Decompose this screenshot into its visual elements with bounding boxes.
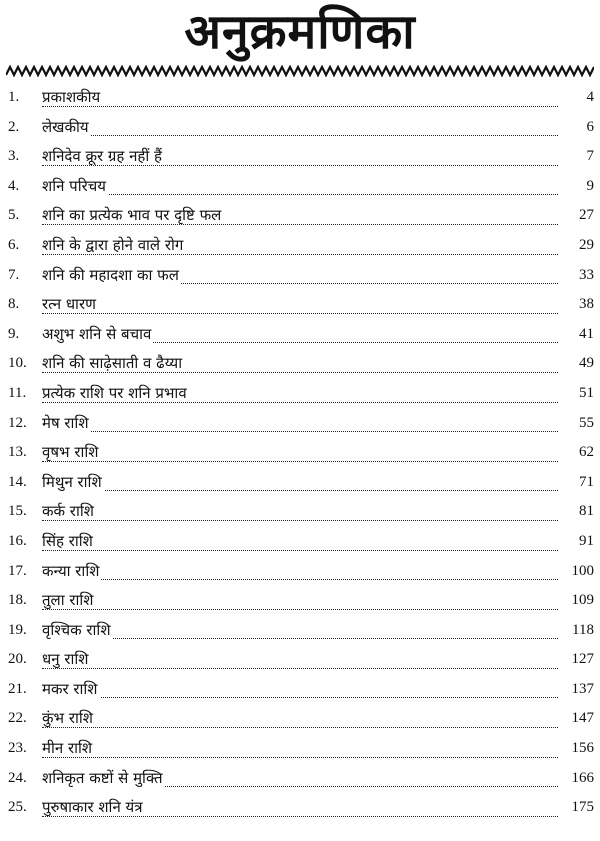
- entry-title: शनिकृत कष्टों से मुक्ति: [42, 768, 163, 787]
- entry-page-number: 7: [586, 148, 594, 165]
- entry-page-number: 9: [586, 177, 594, 194]
- entry-number: 7.: [8, 266, 20, 283]
- dot-leader: [42, 550, 558, 551]
- entry-title: लेखकीय: [42, 117, 89, 136]
- entry-number: 10.: [8, 355, 27, 372]
- entry-number: 15.: [8, 503, 27, 520]
- toc-entry: [0, 558, 600, 588]
- entry-page-number: 62: [579, 444, 594, 461]
- entry-number: 16.: [8, 532, 27, 549]
- entry-page-number: 33: [579, 266, 594, 283]
- entry-page-number: 55: [579, 414, 594, 431]
- toc-entry: [0, 84, 600, 114]
- toc-entry: [0, 469, 600, 499]
- entry-title: प्रकाशकीय: [42, 88, 101, 106]
- dot-leader: [42, 520, 558, 521]
- entry-page-number: 81: [579, 503, 594, 520]
- entry-title: मेष राशि: [42, 413, 89, 432]
- entry-number: 3.: [8, 148, 20, 165]
- zigzag-divider: [6, 64, 594, 78]
- entry-title: धनु राशि: [42, 650, 89, 669]
- dot-leader: [42, 697, 558, 698]
- dot-leader: [42, 490, 558, 491]
- entry-title: मकर राशि: [42, 679, 98, 698]
- dot-leader: [42, 194, 558, 195]
- dot-leader: [42, 609, 558, 610]
- entry-title: पुरुषाकार शनि यंत्र: [42, 798, 143, 817]
- entry-page-number: 51: [579, 384, 594, 401]
- entry-number: 19.: [8, 621, 27, 638]
- entry-number: 13.: [8, 444, 27, 461]
- entry-page-number: 100: [571, 562, 594, 579]
- entry-page-number: 175: [571, 799, 594, 816]
- entry-title: मिथुन राशि: [42, 472, 102, 491]
- entry-title: शनि की साढ़ेसाती व ढैय्या: [42, 354, 183, 373]
- toc-entry: [0, 114, 600, 144]
- toc-entry: [0, 173, 600, 203]
- toc-entry: [0, 528, 600, 558]
- entry-number: 21.: [8, 680, 27, 697]
- entry-number: 1.: [8, 89, 20, 105]
- entry-number: 14.: [8, 473, 27, 490]
- toc-entry: [0, 498, 600, 528]
- entry-title: शनिदेव क्रूर ग्रह नहीं हैं: [42, 147, 163, 166]
- entry-number: 11.: [8, 384, 27, 401]
- toc-entry: [0, 291, 600, 321]
- toc-entry: [0, 262, 600, 292]
- entry-title: कर्क राशि: [42, 502, 94, 521]
- entry-number: 12.: [8, 414, 27, 431]
- toc-entry: [0, 765, 600, 795]
- entry-number: 2.: [8, 118, 20, 135]
- entry-page-number: 38: [579, 296, 594, 313]
- entry-title: शनि का प्रत्येक भाव पर दृष्टि फल: [42, 206, 222, 225]
- entry-title: शनि परिचय: [42, 176, 106, 195]
- entry-number: 6.: [8, 236, 20, 253]
- entry-number: 17.: [8, 562, 27, 579]
- entry-page-number: 4: [586, 89, 594, 105]
- toc-entry: [0, 735, 600, 765]
- toc-entry: [0, 232, 600, 262]
- entry-page-number: 137: [571, 680, 594, 697]
- entry-page-number: 156: [571, 740, 594, 757]
- entry-page-number: 49: [579, 355, 594, 372]
- dot-leader: [42, 727, 558, 728]
- toc-entry: [0, 202, 600, 232]
- entry-title: तुला राशि: [42, 591, 94, 610]
- dot-leader: [42, 668, 558, 669]
- entry-title: वृषभ राशि: [42, 443, 99, 462]
- entry-title: शनि की महादशा का फल: [42, 265, 179, 284]
- toc-entry: [0, 321, 600, 351]
- entry-title: कुंभ राशि: [42, 709, 93, 728]
- dot-leader: [42, 313, 558, 314]
- entry-title: रत्न धारण: [42, 295, 96, 314]
- entry-page-number: 41: [579, 325, 594, 342]
- entry-number: 22.: [8, 710, 27, 727]
- entry-page-number: 71: [579, 473, 594, 490]
- entry-page-number: 166: [571, 769, 594, 786]
- toc-entry: [0, 794, 600, 824]
- toc-entry: [0, 676, 600, 706]
- entry-title: कन्या राशि: [42, 561, 100, 580]
- dot-leader: [42, 638, 558, 639]
- dot-leader: [42, 106, 558, 107]
- entry-page-number: 147: [571, 710, 594, 727]
- entry-number: 20.: [8, 651, 27, 668]
- entry-page-number: 6: [586, 118, 594, 135]
- entry-title: प्रत्येक राशि पर शनि प्रभाव: [42, 383, 187, 402]
- toc-entry: [0, 617, 600, 647]
- entry-number: 5.: [8, 207, 20, 224]
- page-title: अनुक्रमणिका: [184, 4, 416, 60]
- entry-number: 18.: [8, 592, 27, 609]
- entry-number: 23.: [8, 740, 27, 757]
- toc-entry: [0, 587, 600, 617]
- dot-leader: [42, 579, 558, 580]
- entry-title: सिंह राशि: [42, 531, 93, 550]
- toc-entry: [0, 410, 600, 440]
- entry-number: 24.: [8, 769, 27, 786]
- toc-entry: [0, 143, 600, 173]
- toc-entry: [0, 646, 600, 676]
- dot-leader: [42, 135, 558, 136]
- entry-page-number: 27: [579, 207, 594, 224]
- entry-title: अशुभ शनि से बचाव: [42, 324, 152, 343]
- entry-page-number: 91: [579, 532, 594, 549]
- table-of-contents: [0, 84, 600, 824]
- dot-leader: [42, 431, 558, 432]
- toc-entry: [0, 350, 600, 380]
- toc-entry: [0, 380, 600, 410]
- entry-number: 4.: [8, 177, 20, 194]
- entry-number: 25.: [8, 799, 27, 816]
- dot-leader: [42, 757, 558, 758]
- entry-page-number: 29: [579, 236, 594, 253]
- entry-page-number: 109: [571, 592, 594, 609]
- entry-page-number: 127: [571, 651, 594, 668]
- toc-entry: [0, 705, 600, 735]
- entry-title: शनि के द्वारा होने वाले रोग: [42, 235, 184, 254]
- entry-number: 9.: [8, 325, 20, 342]
- entry-title: मीन राशि: [42, 739, 93, 758]
- entry-title: वृश्चिक राशि: [42, 620, 111, 639]
- entry-page-number: 118: [572, 621, 594, 638]
- entry-number: 8.: [8, 296, 20, 313]
- dot-leader: [42, 461, 558, 462]
- toc-entry: [0, 439, 600, 469]
